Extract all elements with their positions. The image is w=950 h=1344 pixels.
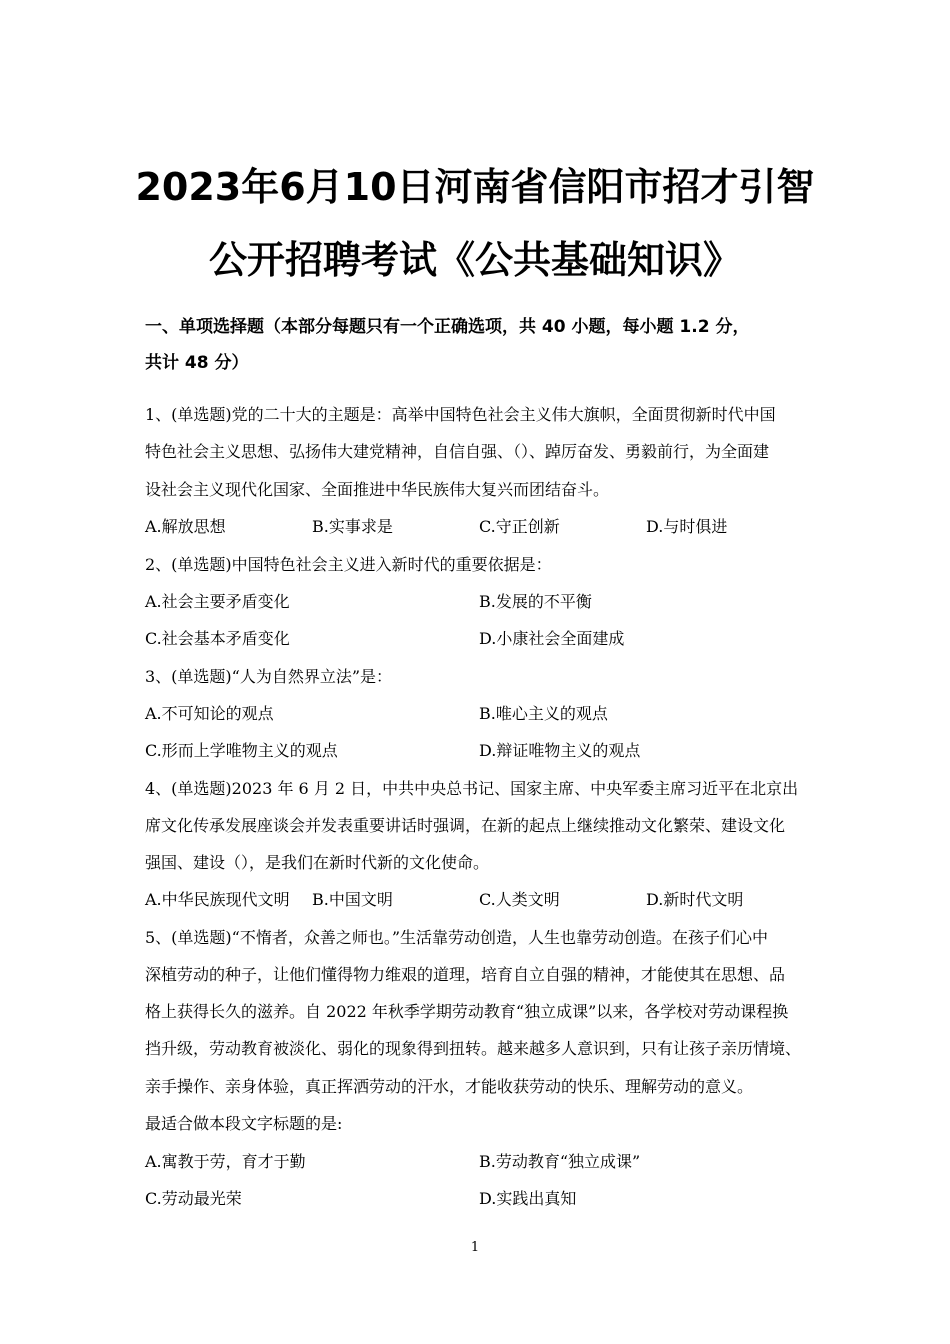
question-5-option-a: A.寓教于劳，育才于勤 — [145, 1152, 306, 1171]
question-1-option-c: C.守正创新 — [479, 517, 560, 536]
question-5-line-6: 最适合做本段文字标题的是: — [145, 1114, 343, 1133]
question-2-line-1: 2、(单选题)中国特色社会主义进入新时代的重要依据是： — [145, 555, 552, 574]
question-1-line-1: 1、(单选题)党的二十大的主题是：高举中国特色社会主义伟大旗帜，全面贯彻新时代中国 — [145, 405, 776, 424]
page-number: 1 — [470, 1240, 480, 1255]
question-1-line-2: 特色社会主义思想、弘扬伟大建党精神，自信自强、（）、踔厉奋发、勇毅前行，为全面建 — [145, 442, 770, 461]
question-4-line-2: 席文化传承发展座谈会并发表重要讲话时强调，在新的起点上继续推动文化繁荣、建设文化 — [145, 816, 786, 835]
question-4-option-d: D.新时代文明 — [646, 890, 744, 909]
question-4-option-b: B.中国文明 — [312, 890, 393, 909]
question-5-option-b: B.劳动教育“独立成课” — [479, 1152, 641, 1171]
document-title-line-2: 公开招聘考试《公共基础知识》 — [208, 238, 741, 282]
question-4-line-3: 强国、建设（），是我们在新时代新的文化使命。 — [145, 853, 490, 872]
question-5-line-1: 5、(单选题)“不惰者，众善之师也。”生活靠劳动创造，人生也靠劳动创造。在孩子们心中 — [145, 928, 769, 947]
document-title-line-1: 2023年6月10日河南省信阳市招才引智 — [135, 165, 815, 209]
question-2-option-c: C.社会基本矛盾变化 — [145, 629, 290, 648]
question-5-line-2: 深植劳动的种子，让他们懂得物力维艰的道理，培育自立自强的精神，才能使其在思想、品 — [145, 965, 786, 984]
question-3-option-c: C.形而上学唯物主义的观点 — [145, 741, 338, 760]
section-heading — [145, 309, 810, 381]
question-2-option-a: A.社会主要矛盾变化 — [145, 592, 290, 611]
question-3-option-d: D.辩证唯物主义的观点 — [479, 741, 641, 760]
question-1-option-a: A.解放思想 — [145, 517, 226, 536]
question-5-line-4: 挡升级，劳动教育被淡化、弱化的现象得到扭转。越来越多人意识到，只有让孩子亲历情境、 — [145, 1039, 802, 1058]
question-3-option-a: A.不可知论的观点 — [145, 704, 274, 723]
question-1-option-d: D.与时俱进 — [646, 517, 728, 536]
question-5-option-d: D.实践出真知 — [479, 1189, 577, 1208]
question-4-option-c: C.人类文明 — [479, 890, 560, 909]
question-3-line-1: 3、(单选题)“人为自然界立法”是： — [145, 667, 393, 686]
question-2-option-b: B.发展的不平衡 — [479, 592, 592, 611]
question-1-line-3: 设社会主义现代化国家、全面推进中华民族伟大复兴而团结奋斗。 — [145, 480, 610, 499]
section-heading-line-2: 共计 48 分） — [145, 353, 249, 373]
question-4-line-1: 4、(单选题)2023 年 6 月 2 日，中共中央总书记、国家主席、中央军委主席习近平在北京出 — [145, 779, 799, 798]
section-heading-line-1: 一、单项选择题（本部分每题只有一个正确选项，共 40 小题，每小题 1.2 分， — [145, 317, 750, 337]
question-3-option-b: B.唯心主义的观点 — [479, 704, 608, 723]
question-2-option-d: D.小康社会全面建成 — [479, 629, 625, 648]
question-5-line-5: 亲手操作、亲身体验，真正挥洒劳动的汗水，才能收获劳动的快乐、理解劳动的意义。 — [145, 1077, 754, 1096]
question-1-option-b: B.实事求是 — [312, 517, 393, 536]
question-5-option-c: C.劳动最光荣 — [145, 1189, 242, 1208]
question-4-option-a: A.中华民族现代文明 — [145, 890, 290, 909]
question-5-line-3: 格上获得长久的滋养。自 2022 年秋季学期劳动教育“独立成课”以来，各学校对劳动课程换 — [145, 1002, 789, 1021]
